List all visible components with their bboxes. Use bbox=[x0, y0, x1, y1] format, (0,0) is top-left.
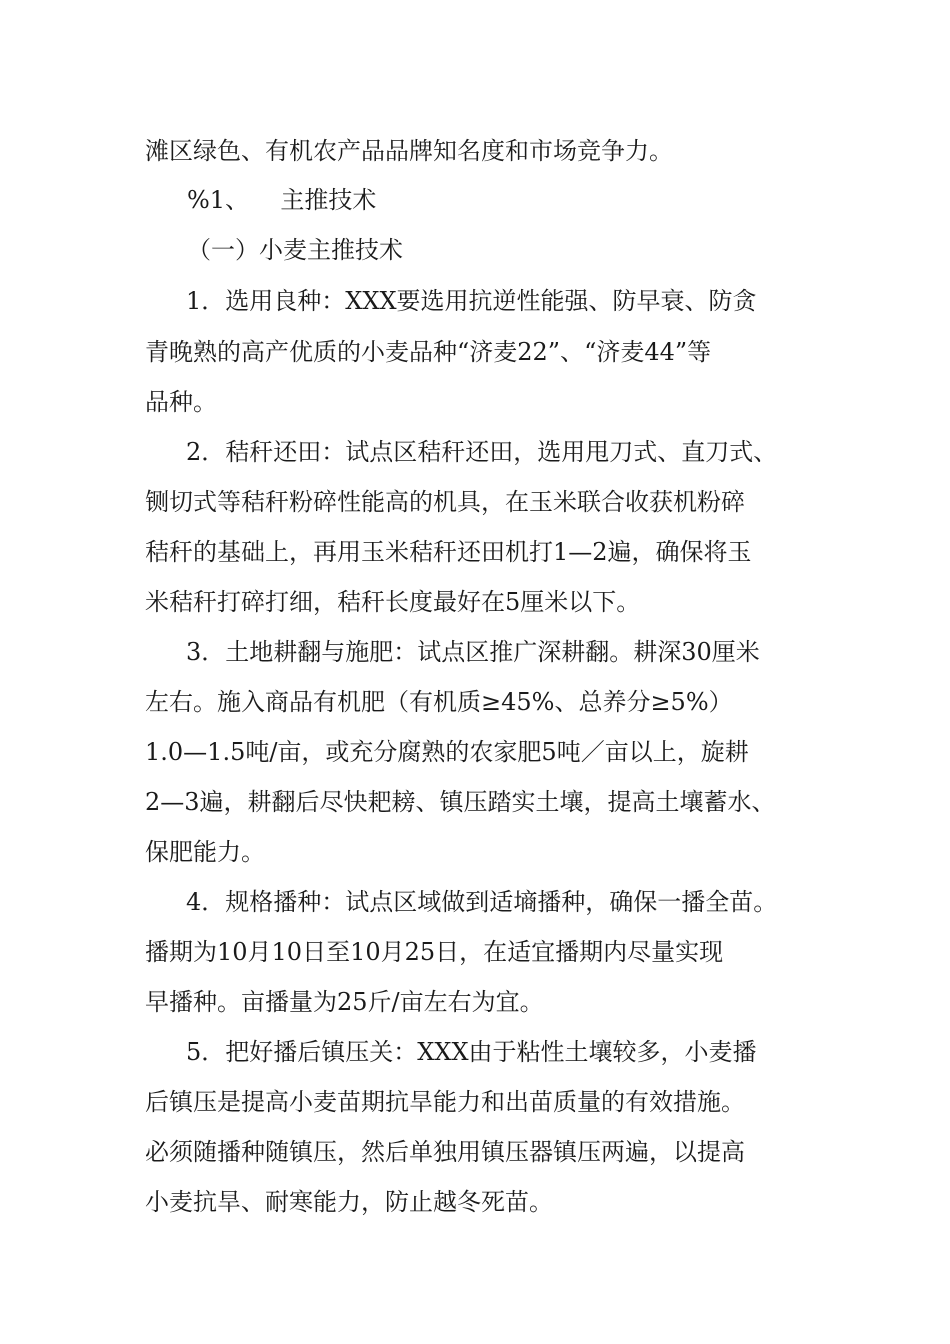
item-5-line: 后镇压是提高小麦苗期抗旱能力和出苗质量的有效措施。 bbox=[145, 1088, 745, 1116]
item-3-line: 2—3遍，耕翻后尽快耙耪、镇压踏实土壤，提高土壤蓄水、 bbox=[145, 788, 776, 816]
item-2-line: 米秸秆打碎打细，秸秆长度最好在5厘米以下。 bbox=[145, 588, 641, 616]
item-3-line: 左右。施入商品有机肥（有机质≥45%、总养分≥5%） bbox=[145, 688, 733, 716]
section-heading bbox=[187, 184, 376, 216]
item-4-line: 早播种。亩播量为25斤/亩左右为宜。 bbox=[145, 988, 544, 1016]
section-heading-title: 主推技术 bbox=[280, 186, 377, 214]
item-2-line: 2．秸秆还田：试点区秸秆还田，选用甩刀式、直刀式、 bbox=[186, 438, 778, 466]
item-1-line: 青晚熟的高产优质的小麦品种“济麦22”、“济麦44”等 bbox=[145, 338, 712, 366]
item-1-line: 1．选用良种：XXX要选用抗逆性能强、防早衰、防贪 bbox=[186, 287, 757, 315]
item-5-line: 小麦抗旱、耐寒能力，防止越冬死苗。 bbox=[145, 1188, 553, 1216]
section-heading-number: %1、 bbox=[187, 186, 250, 214]
item-3-line: 3．土地耕翻与施肥：试点区推广深耕翻。耕深30厘米 bbox=[186, 638, 760, 666]
sub-heading: （一）小麦主推技术 bbox=[187, 236, 403, 264]
item-4-line: 播期为10月10日至10月25日，在适宜播期内尽量实现 bbox=[145, 938, 724, 966]
item-5-line: 5．把好播后镇压关：XXX由于粘性土壤较多，小麦播 bbox=[186, 1038, 757, 1066]
item-2-line: 秸秆的基础上，再用玉米秸秆还田机打1—2遍，确保将玉 bbox=[145, 538, 752, 566]
intro-paragraph-line: 滩区绿色、有机农产品品牌知名度和市场竞争力。 bbox=[145, 137, 673, 165]
item-2-line: 铡切式等秸秆粉碎性能高的机具，在玉米联合收获机粉碎 bbox=[145, 488, 745, 516]
item-1-line: 品种。 bbox=[145, 388, 217, 416]
item-3-line: 保肥能力。 bbox=[145, 838, 265, 866]
item-5-line: 必须随播种随镇压，然后单独用镇压器镇压两遍，以提高 bbox=[145, 1138, 745, 1166]
item-3-line: 1.0—1.5吨/亩，或充分腐熟的农家肥5吨／亩以上，旋耕 bbox=[145, 738, 749, 766]
item-4-line: 4．规格播种：试点区域做到适墒播种，确保一播全苗。 bbox=[186, 888, 778, 916]
